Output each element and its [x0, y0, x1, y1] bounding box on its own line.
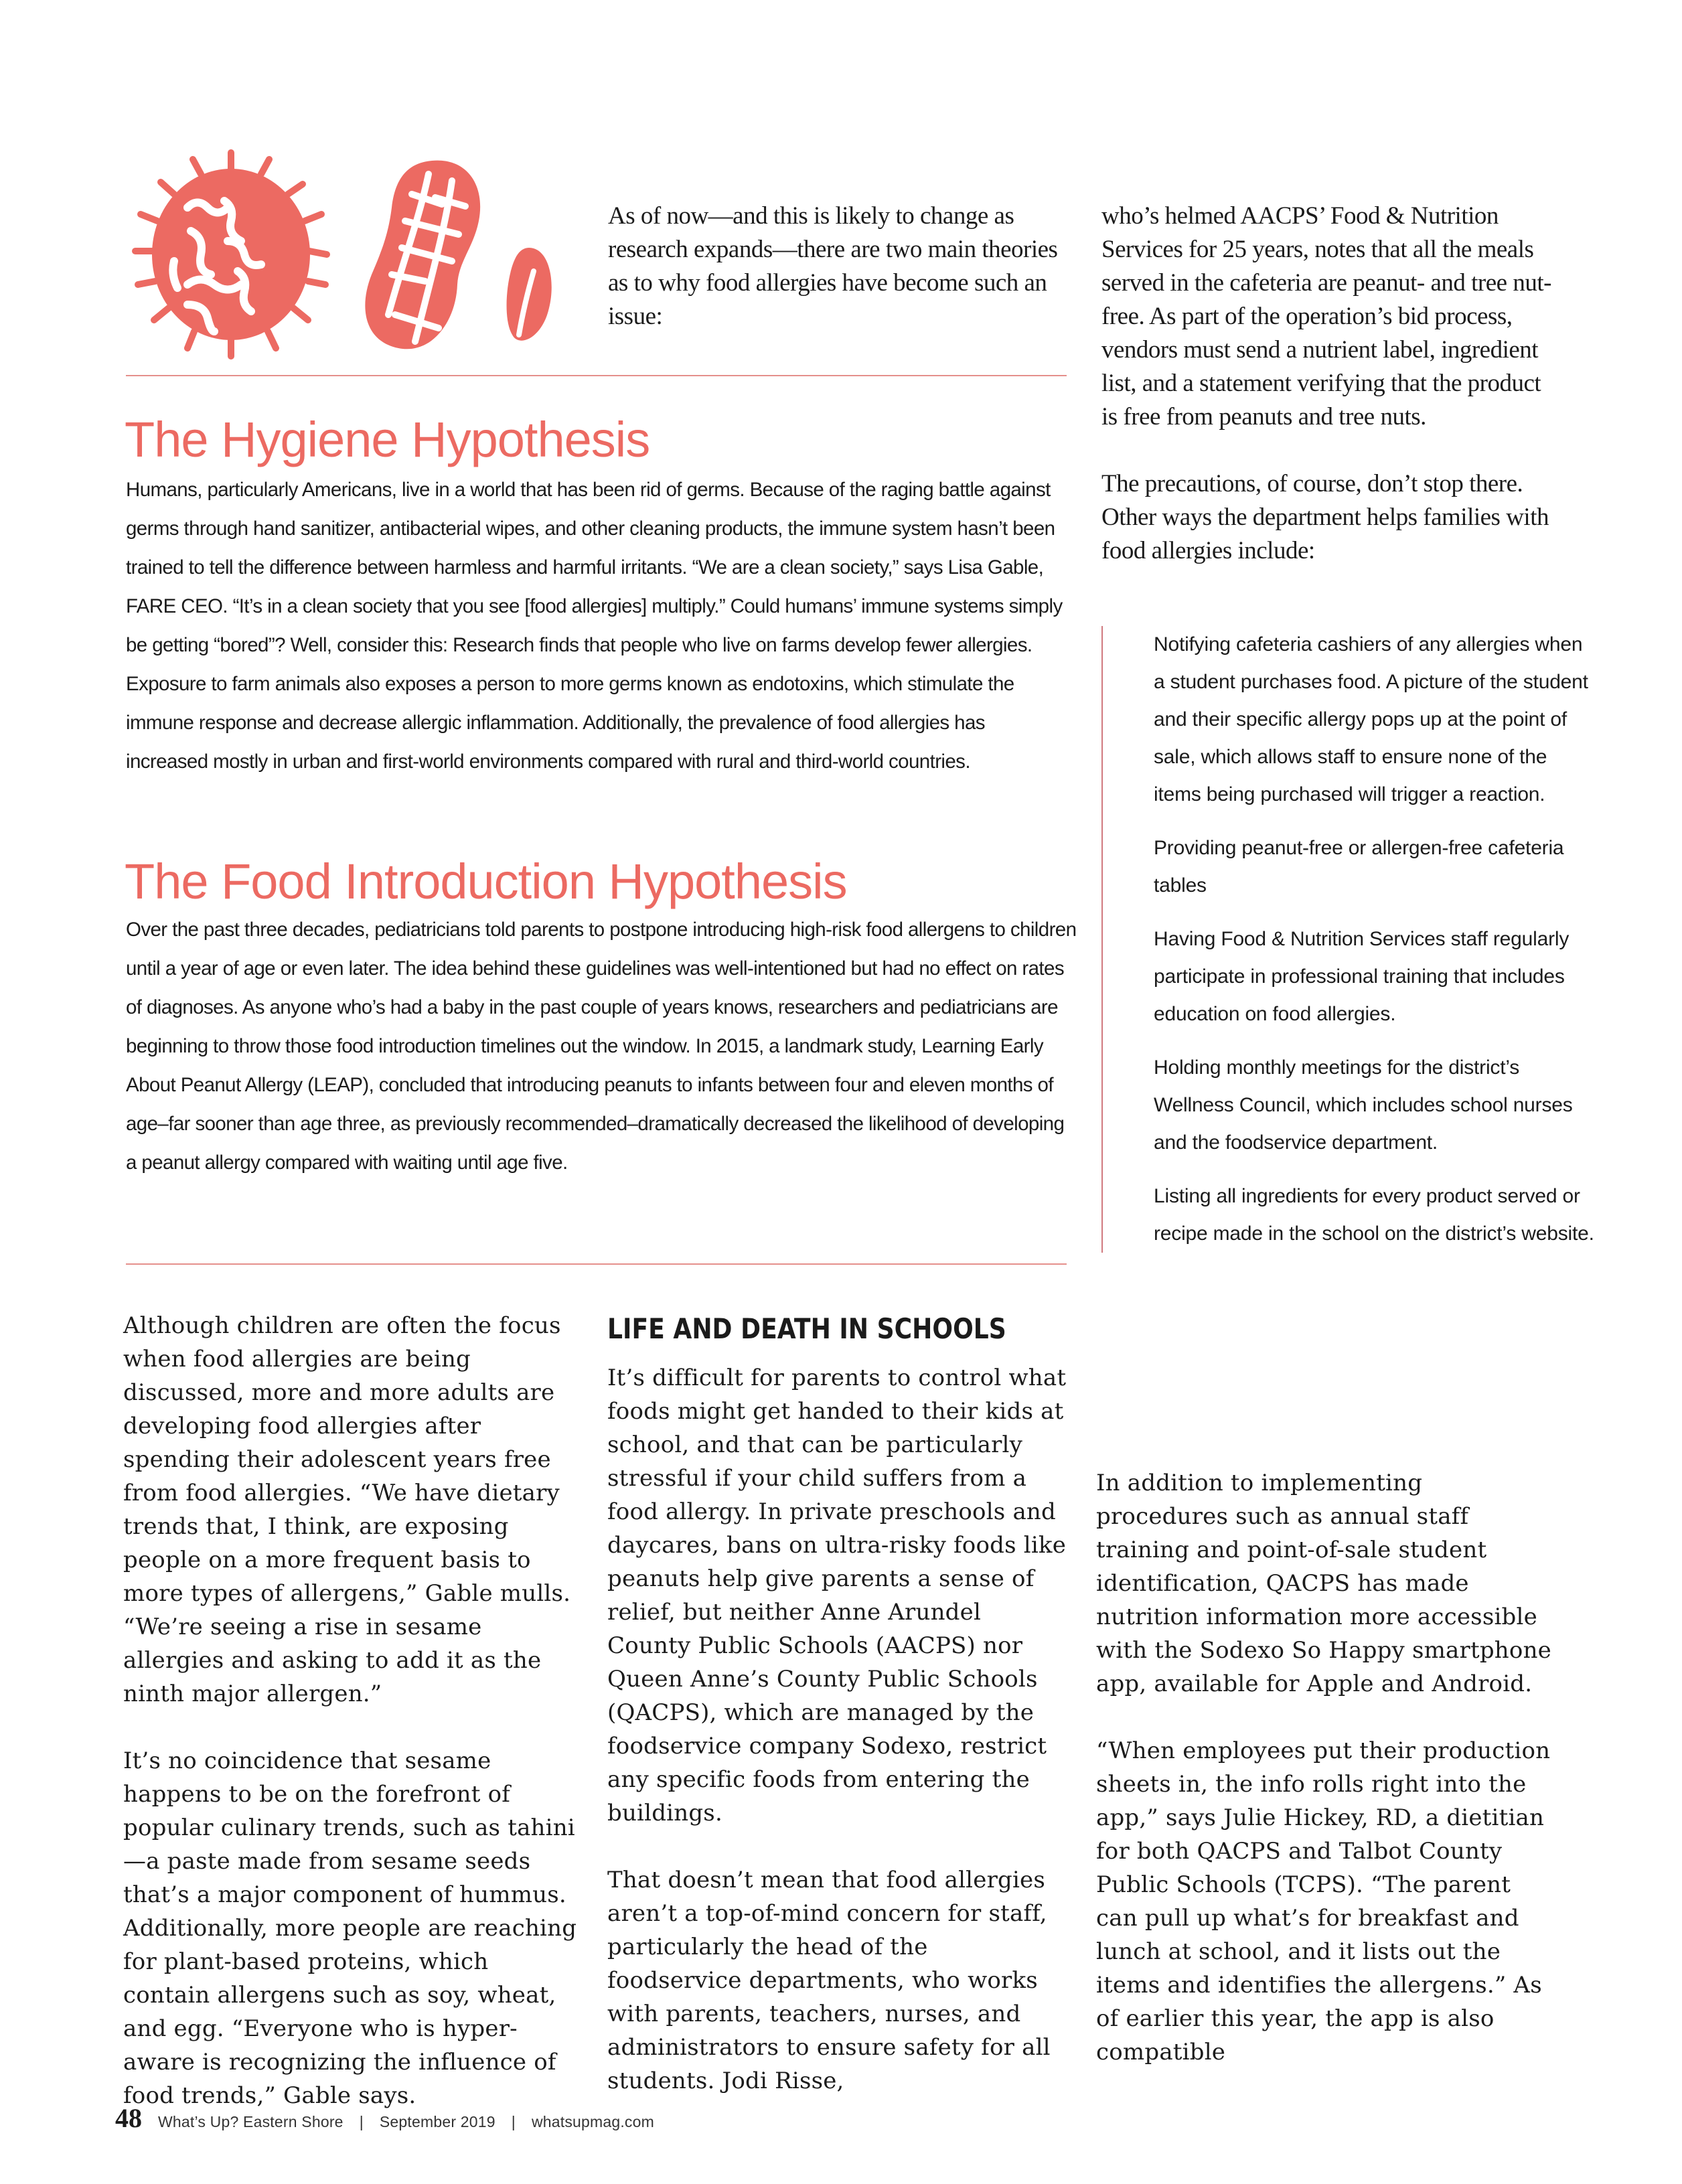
- list-item: Listing all ingredients for every product served or recipe made in the school on the district’s website.: [1154, 1185, 1594, 1245]
- section-body-food-introduction: Over the past three decades, pediatricians told parents to postpone introducing high-risk food allergens to children until a year of age or even later. The idea behind these guidelines was well-intentioned but had no effect on rates of diagnoses. As anyone who’s had a baby in the past couple of years knows, researchers and pediatricians are beginning to throw those food introduction timelines out the window. In 2015, a landmark study, Learning Early About Peanut Allergy (LEAP), concluded that introducing peanuts to infants between four and eleven months of age–far sooner than age three, as previously recommended–dramatically decreased the likelihood of developing a peanut allergy compared with waiting until age five.: [126, 919, 1077, 1174]
- bottom-middle-column: [607, 1309, 1069, 2131]
- right-top-paragraph-1: who’s helmed AACPS’ Food & Nutrition Services for 25 years, notes that all the meals served in the cafeteria are peanut- and tree nut-free. As part of the operation’s bid process, vendors must send a nutrient label, ingredient list, and a statement verifying that the product is free from peanuts and tree nuts.: [1101, 202, 1551, 431]
- bottom-left-column: [123, 1309, 579, 2146]
- footer-separator: |: [359, 2113, 364, 2130]
- issue-date: September 2019: [379, 2113, 495, 2130]
- list-item: Holding monthly meetings for the district’s Wellness Council, which includes school nurses and the foodservice department.: [1154, 1057, 1573, 1154]
- peanut-icon: [352, 147, 566, 362]
- germ-icon: [121, 147, 341, 362]
- publication-name: What’s Up? Eastern Shore: [158, 2113, 343, 2130]
- website-link[interactable]: whatsupmag.com: [531, 2113, 654, 2130]
- precautions-list: [1101, 626, 1596, 1253]
- paragraph: “When employees put their production sheets in, the info rolls right into the app,” says Julie Hickey, RD, a dietitian for both QACPS and Talbot County Public Schools (TCPS). “The parent can pull up what’s for breakfast and lunch at school, and it lists out the items and identifies the allergens.” As of earlier this year, the app is also compatible: [1096, 1737, 1551, 2065]
- bottom-right-column: [1096, 1466, 1558, 2102]
- section-heading-life-and-death: LIFE AND DEATH IN SCHOOLS: [607, 1312, 1006, 1345]
- divider-bottom: [126, 1263, 1067, 1265]
- section-title-hygiene: The Hygiene Hypothesis: [125, 412, 650, 467]
- list-item: Providing peanut-free or allergen-free cafeteria tables: [1154, 837, 1564, 896]
- section-body-hygiene: Humans, particularly Americans, live in a world that has been rid of germs. Because of the raging battle against germs through hand sanitizer, antibacterial wipes, and other cleaning products, the immune system hasn’t been trained to tell the difference between harmless and harmful irritants. “We are a clean society,” says Lisa Gable, FARE CEO. “It’s in a clean society that you see [food allergies] multiply.” Could humans’ immune systems simply be getting “bored”? Well, consider this: Research finds that people who live on farms develop fewer allergies. Exposure to farm animals also exposes a person to more germs known as endotoxins, which stimulate the immune response and decrease allergic inflammation. Additionally, the prevalence of food allergies has increased mostly in urban and first-world environments compared with rural and third-world countries.: [126, 479, 1063, 773]
- paragraph: It’s difficult for parents to control what foods might get handed to their kids at school, and that can be particularly stressful if your child suffers from a food allergy. In private preschools and daycares, bans on ultra-risky foods like peanuts help give parents a sense of relief, but neither Anne Arundel County Public Schools (AACPS) nor Queen Anne’s County Public Schools (QACPS), which are managed by the foodservice company Sodexo, restrict any specific foods from entering the buildings.: [607, 1364, 1067, 1826]
- list-item: Having Food & Nutrition Services staff regularly participate in professional training that includes education on food allergies.: [1154, 928, 1570, 1025]
- divider-top: [126, 375, 1067, 376]
- list-item: Notifying cafeteria cashiers of any allergies when a student purchases food. A picture of the student and their specific allergy pops up at the point of sale, which allows staff to ensure none of the items being purchased will trigger a reaction.: [1154, 633, 1588, 805]
- paragraph: That doesn’t mean that food allergies aren’t a top-of-mind concern for staff, particularly the head of the foodservice departments, who works with parents, teachers, nurses, and administrators to ensure safety for all students. Jodi Risse,: [607, 1867, 1051, 2094]
- paragraph: In addition to implementing procedures such as annual staff training and point-of-sale student identification, QACPS has made nutrition information more accessible with the Sodexo So Happy smartphone app, available for Apple and Android.: [1096, 1470, 1551, 1697]
- page-footer: [115, 2102, 654, 2134]
- illustration: [121, 147, 556, 362]
- intro-paragraph: As of now—and this is likely to change as research expands—there are two main theories as to why food allergies have become such an issue:: [608, 202, 1058, 330]
- section-title-food-introduction: The Food Introduction Hypothesis: [125, 854, 847, 909]
- right-top-paragraph-2: The precautions, of course, don’t stop there. Other ways the department helps families with food allergies include:: [1101, 470, 1549, 564]
- paragraph: Although children are often the focus when food allergies are being discussed, more and more adults are developing food allergies after spending their adolescent years free from food allergies. “We have dietary trends that, I think, are exposing people on a more frequent basis to more types of allergens,” Gable mulls. “We’re seeing a rise in sesame allergies and asking to add it as the ninth major allergen.”: [123, 1312, 571, 1707]
- footer-separator: |: [511, 2113, 516, 2130]
- paragraph: It’s no coincidence that sesame happens to be on the forefront of popular culinary trends, such as tahini—a paste made from sesame seeds that’s a major component of hummus. Additionally, more people are reaching for plant-based proteins, which contain allergens such as soy, wheat, and egg. “Everyone who is hyper-aware is recognizing the influence of food trends,” Gable says.: [123, 1747, 577, 2109]
- right-column-top: [1101, 200, 1557, 601]
- page-number: 48: [115, 2103, 142, 2133]
